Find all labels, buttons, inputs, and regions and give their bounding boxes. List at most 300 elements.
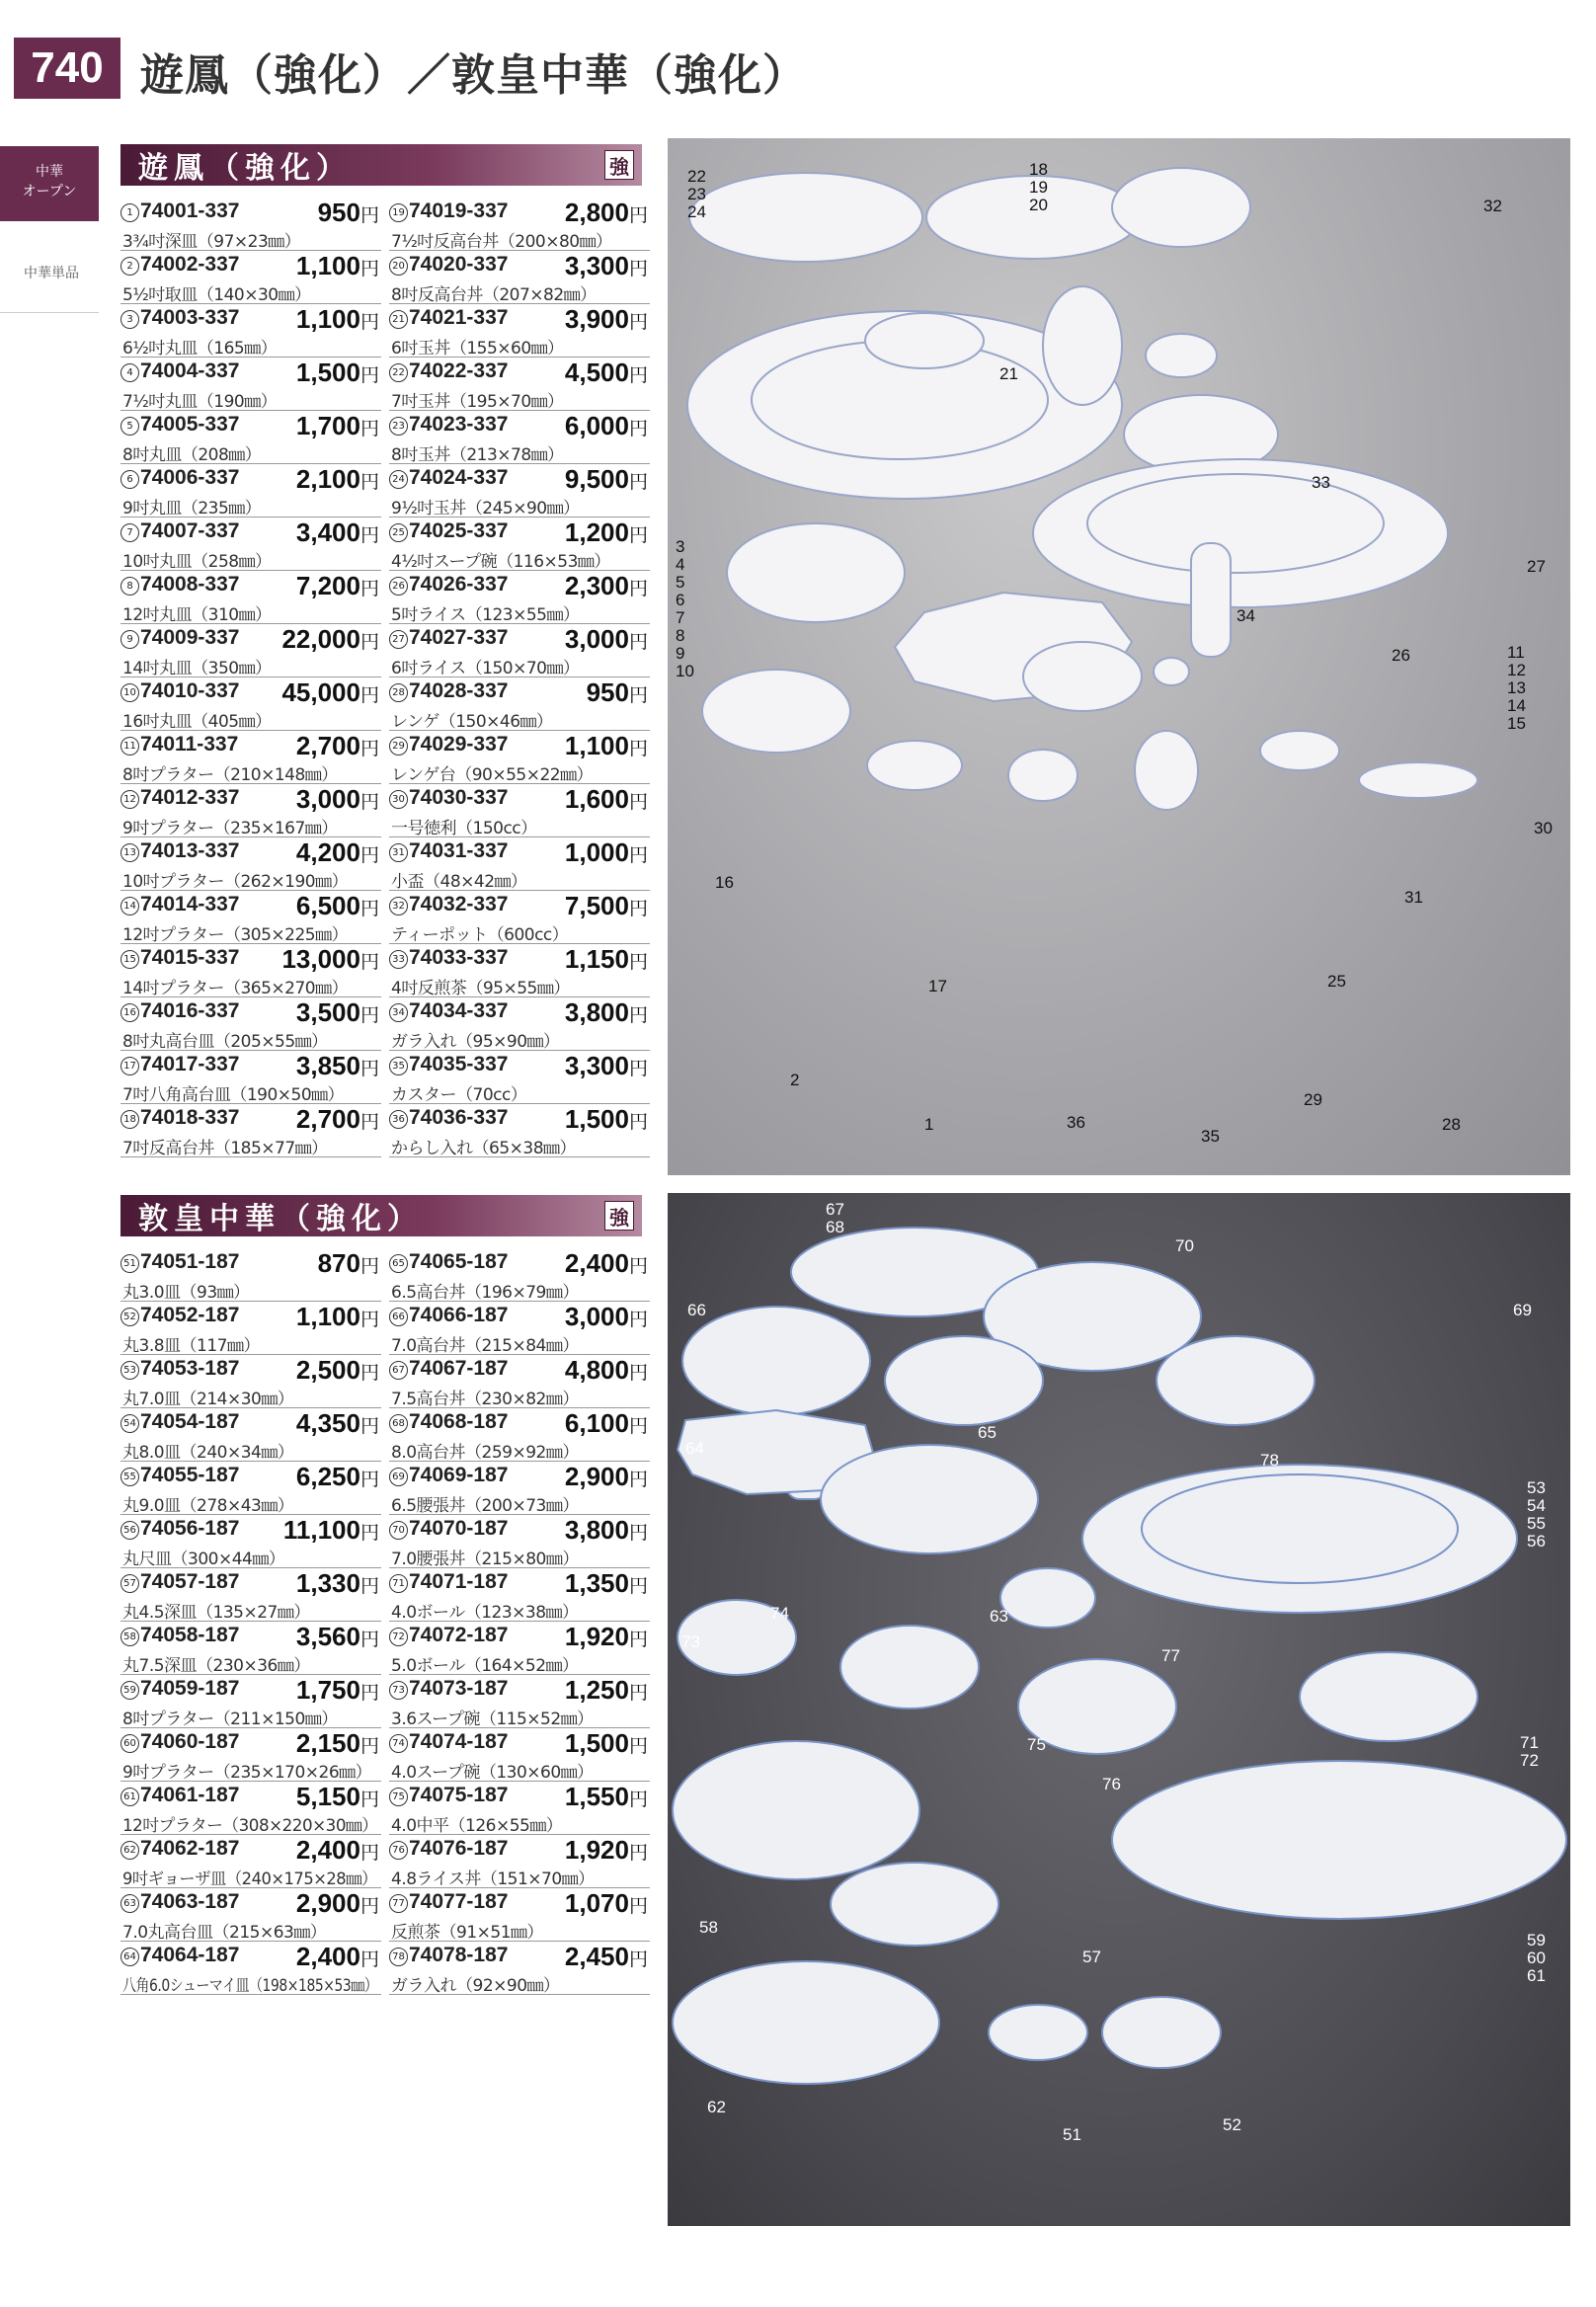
price-value: 3,850	[295, 1051, 360, 1080]
photo-label: 2	[790, 1071, 800, 1089]
product-description: からし入れ（65×38㎜）	[391, 1139, 577, 1158]
product-code-text: 74067-187	[409, 1357, 509, 1380]
product-code	[389, 679, 508, 703]
price-value: 2,900	[295, 1888, 360, 1918]
item-number: 67	[389, 1361, 408, 1380]
product-code	[120, 1837, 239, 1861]
item-number: 72	[389, 1628, 408, 1646]
product-price	[296, 731, 379, 761]
product-description: 9吋プラター（235×167㎜）	[122, 819, 338, 838]
product-code-text: 74034-337	[409, 999, 509, 1022]
product-code-text: 74064-187	[140, 1944, 240, 1966]
product-row	[389, 1622, 650, 1675]
product-description: 丸8.0皿（240×34㎜）	[122, 1443, 294, 1463]
item-number: 53	[120, 1361, 139, 1380]
product-price	[565, 997, 648, 1028]
product-code	[389, 359, 508, 383]
product-code	[120, 733, 238, 756]
price-value: 7,500	[564, 891, 629, 920]
product-photo-tonko	[668, 1193, 1570, 2226]
yen-symbol: 円	[628, 205, 648, 226]
product-description: 10吋プラター（262×190㎜）	[122, 872, 349, 892]
product-code	[120, 1890, 239, 1914]
product-row	[389, 1408, 650, 1462]
product-row	[389, 1462, 650, 1515]
price-value: 1,500	[564, 1104, 629, 1134]
price-value: 1,100	[564, 731, 629, 760]
product-description: 10吋丸皿（258㎜）	[122, 552, 272, 572]
yen-symbol: 円	[359, 1416, 379, 1437]
product-description: 8吋プラター（210×148㎜）	[122, 765, 338, 785]
photo-label: 28	[1442, 1115, 1461, 1134]
product-code-text: 74018-337	[140, 1106, 240, 1129]
product-row	[120, 1622, 381, 1675]
yen-symbol: 円	[359, 632, 379, 653]
item-number: 66	[389, 1308, 408, 1326]
product-code-text: 74066-187	[409, 1304, 509, 1326]
product-code	[120, 1410, 239, 1434]
price-value: 2,450	[564, 1942, 629, 1971]
photo-label: 8	[676, 626, 685, 645]
strengthened-badge: 強	[604, 150, 634, 180]
price-value: 45,000	[281, 677, 360, 707]
product-code	[389, 839, 508, 863]
product-code	[120, 1304, 239, 1327]
product-price	[565, 1675, 648, 1706]
product-code	[120, 1730, 239, 1754]
product-code-text: 74061-187	[140, 1784, 240, 1806]
product-row	[120, 517, 381, 571]
product-row	[120, 464, 381, 517]
product-code-text: 74002-337	[140, 253, 240, 276]
item-number: 26	[389, 577, 408, 596]
product-row	[389, 1728, 650, 1782]
price-value: 4,350	[295, 1408, 360, 1438]
product-code	[120, 1357, 239, 1381]
product-row	[120, 1942, 381, 1995]
photo-label: 26	[1392, 646, 1410, 665]
product-row	[120, 1408, 381, 1462]
product-price	[565, 251, 648, 281]
photo-label: 7	[676, 608, 685, 627]
product-code-text: 74076-187	[409, 1837, 509, 1860]
product-code	[120, 1677, 239, 1701]
photo-label: 9	[676, 644, 685, 663]
side-tab-line1: 中華	[36, 164, 63, 180]
product-code-text: 74051-187	[140, 1250, 240, 1273]
product-code-text: 74070-187	[409, 1517, 509, 1540]
product-price	[296, 571, 379, 601]
price-value: 1,250	[564, 1675, 629, 1705]
photo-label: 53	[1527, 1478, 1546, 1497]
yen-symbol: 円	[628, 792, 648, 813]
product-code-text: 74075-187	[409, 1784, 509, 1806]
product-price	[296, 1302, 379, 1332]
product-row	[120, 1051, 381, 1104]
item-number: 34	[389, 1003, 408, 1022]
product-code	[120, 626, 239, 650]
item-number: 64	[120, 1948, 139, 1966]
product-price	[565, 1568, 648, 1599]
item-number: 20	[389, 257, 408, 276]
yen-symbol: 円	[628, 472, 648, 493]
product-price	[565, 411, 648, 441]
product-description: 8吋プラター（211×150㎜）	[122, 1710, 338, 1729]
product-description: 4.0中平（126×55㎜）	[391, 1816, 563, 1836]
photo-label: 51	[1063, 2125, 1081, 2144]
product-list-tonko-left	[120, 1248, 381, 1995]
product-price	[296, 358, 379, 388]
product-row	[389, 997, 650, 1051]
product-description: 9吋プラター（235×170×26㎜）	[122, 1763, 372, 1783]
photo-label: 15	[1507, 714, 1526, 733]
price-value: 3,000	[564, 1302, 629, 1331]
product-row	[120, 997, 381, 1051]
product-code-text: 74028-337	[409, 679, 509, 702]
product-code	[389, 1890, 508, 1914]
product-row	[389, 1515, 650, 1568]
photo-label: 1	[924, 1115, 934, 1134]
product-code	[120, 359, 239, 383]
price-value: 6,500	[295, 891, 360, 920]
item-number: 28	[389, 683, 408, 702]
product-description: 3.6スープ碗（115×52㎜）	[391, 1710, 594, 1729]
photo-label: 67	[826, 1200, 844, 1219]
product-row	[120, 891, 381, 944]
photo-label: 18	[1029, 160, 1048, 179]
product-code-text: 74035-337	[409, 1053, 509, 1075]
price-value: 2,700	[295, 731, 360, 760]
product-row	[120, 571, 381, 624]
product-code	[120, 519, 239, 543]
item-number: 18	[120, 1110, 139, 1129]
photo-label: 76	[1102, 1775, 1121, 1793]
product-code	[389, 199, 508, 223]
side-subcategory[interactable]: 中華単品	[24, 266, 79, 281]
item-number: 27	[389, 630, 408, 649]
product-list-tonko-right	[389, 1248, 650, 1995]
product-description: ガラ入れ（92×90㎜）	[391, 1976, 560, 1996]
yen-symbol: 円	[359, 1896, 379, 1917]
product-code-text: 74024-337	[409, 466, 509, 489]
product-code-text: 74023-337	[409, 413, 509, 436]
item-number: 61	[120, 1788, 139, 1806]
product-code-text: 74031-337	[409, 839, 509, 862]
item-number: 77	[389, 1894, 408, 1913]
yen-symbol: 円	[628, 739, 648, 759]
price-value: 1,150	[564, 944, 629, 974]
product-description: カスター（70cc）	[391, 1085, 527, 1105]
product-code	[389, 1944, 508, 1967]
product-price	[296, 1835, 379, 1866]
yen-symbol: 円	[359, 1112, 379, 1133]
product-row	[389, 1568, 650, 1622]
product-row	[389, 358, 650, 411]
product-code	[389, 466, 508, 490]
product-code-text: 74029-337	[409, 733, 509, 756]
product-code-text: 74071-187	[409, 1570, 509, 1593]
product-code	[389, 1570, 508, 1594]
product-price	[296, 784, 379, 815]
strengthened-badge: 強	[604, 1201, 634, 1231]
product-description: 7吋玉丼（195×70㎜）	[391, 392, 564, 412]
yen-symbol: 円	[359, 685, 379, 706]
yen-symbol: 円	[628, 365, 648, 386]
item-number: 59	[120, 1681, 139, 1700]
product-price	[565, 1462, 648, 1492]
product-price	[296, 1888, 379, 1919]
product-description: 6吋ライス（150×70㎜）	[391, 659, 580, 678]
product-code	[389, 1250, 508, 1274]
product-code-text: 74019-337	[409, 199, 509, 222]
yen-symbol: 円	[359, 525, 379, 546]
price-value: 950	[317, 198, 360, 227]
product-code	[389, 1730, 508, 1754]
product-price	[565, 358, 648, 388]
product-row	[389, 784, 650, 837]
item-number: 60	[120, 1734, 139, 1753]
photo-label: 20	[1029, 196, 1048, 214]
product-code	[120, 1053, 239, 1076]
product-row	[120, 1675, 381, 1728]
item-number: 54	[120, 1414, 139, 1433]
price-value: 1,100	[295, 304, 360, 334]
yen-symbol: 円	[359, 1523, 379, 1544]
item-number: 24	[389, 470, 408, 489]
photo-label: 55	[1527, 1514, 1546, 1533]
price-value: 2,700	[295, 1104, 360, 1134]
product-price	[565, 731, 648, 761]
item-number: 14	[120, 897, 139, 915]
yen-symbol: 円	[359, 472, 379, 493]
product-code-text: 74013-337	[140, 839, 240, 862]
product-row	[120, 411, 381, 464]
price-value: 3,000	[564, 624, 629, 654]
item-number: 65	[389, 1254, 408, 1273]
yen-symbol: 円	[359, 365, 379, 386]
product-row	[120, 1568, 381, 1622]
yen-symbol: 円	[628, 1630, 648, 1650]
price-value: 1,500	[564, 1728, 629, 1758]
price-value: 1,500	[295, 358, 360, 387]
photo-label: 72	[1520, 1751, 1539, 1770]
item-number: 1	[120, 203, 139, 222]
product-description: 4吋反煎茶（95×55㎜）	[391, 979, 570, 998]
item-number: 22	[389, 363, 408, 382]
product-price	[565, 1302, 648, 1332]
product-code-text: 74008-337	[140, 573, 240, 596]
product-price	[565, 944, 648, 975]
yen-symbol: 円	[628, 685, 648, 706]
product-code-text: 74006-337	[140, 466, 240, 489]
photo-label: 29	[1304, 1090, 1322, 1109]
product-row	[389, 411, 650, 464]
item-number: 17	[120, 1057, 139, 1075]
product-row	[389, 944, 650, 997]
product-description: 6½吋丸皿（165㎜）	[122, 339, 278, 358]
price-value: 6,100	[564, 1408, 629, 1438]
product-code	[120, 1106, 239, 1130]
price-value: 1,920	[564, 1835, 629, 1865]
photo-label: 36	[1067, 1113, 1085, 1132]
price-value: 2,100	[295, 464, 360, 494]
product-list-yuho-left	[120, 198, 381, 1157]
product-description: 小盃（48×42㎜）	[391, 872, 527, 892]
product-row	[120, 1104, 381, 1157]
yen-symbol: 円	[359, 845, 379, 866]
product-code-text: 74001-337	[140, 199, 240, 222]
product-code-text: 74022-337	[409, 359, 509, 382]
product-code-text: 74052-187	[140, 1304, 240, 1326]
photo-label: 32	[1483, 197, 1502, 215]
product-price	[296, 251, 379, 281]
tableware-illustration	[668, 1193, 1570, 2226]
yen-symbol: 円	[628, 1523, 648, 1544]
product-price	[565, 1942, 648, 1972]
item-number: 74	[389, 1734, 408, 1753]
product-description: 丸4.5深皿（135×27㎜）	[122, 1603, 310, 1623]
product-row	[389, 624, 650, 677]
product-description: ティーポット（600cc）	[391, 925, 569, 945]
product-row	[120, 624, 381, 677]
product-row	[389, 571, 650, 624]
item-number: 73	[389, 1681, 408, 1700]
product-code-text: 74036-337	[409, 1106, 509, 1129]
product-code	[389, 1784, 508, 1807]
product-row	[389, 1355, 650, 1408]
product-code-text: 74060-187	[140, 1730, 240, 1753]
photo-label: 58	[699, 1918, 718, 1937]
photo-label: 19	[1029, 178, 1048, 197]
photo-label: 34	[1237, 606, 1255, 625]
price-value: 2,150	[295, 1728, 360, 1758]
product-code-text: 74063-187	[140, 1890, 240, 1913]
item-number: 75	[389, 1788, 408, 1806]
product-code	[389, 733, 508, 756]
item-number: 33	[389, 950, 408, 969]
price-value: 3,800	[564, 1515, 629, 1545]
yen-symbol: 円	[628, 1310, 648, 1330]
product-description: 8吋玉丼（213×78㎜）	[391, 445, 564, 465]
product-code	[120, 466, 239, 490]
photo-label: 64	[685, 1439, 704, 1458]
product-description: 7吋八角高台皿（190×50㎜）	[122, 1085, 345, 1105]
price-value: 1,600	[564, 784, 629, 814]
product-code	[389, 413, 508, 437]
product-description: 9½吋玉丼（245×90㎜）	[391, 499, 580, 518]
product-price	[565, 1051, 648, 1081]
price-value: 2,400	[295, 1835, 360, 1865]
product-description: 14吋丸皿（350㎜）	[122, 659, 272, 678]
price-value: 1,100	[295, 1302, 360, 1331]
yen-symbol: 円	[628, 259, 648, 279]
section-header-tonko	[120, 1195, 642, 1236]
product-description: 12吋プラター（308×220×30㎜）	[122, 1816, 378, 1836]
product-code	[389, 1837, 508, 1861]
product-code	[120, 573, 239, 597]
yen-symbol: 円	[359, 952, 379, 973]
product-price	[296, 1104, 379, 1135]
item-number: 36	[389, 1110, 408, 1129]
product-code-text: 74021-337	[409, 306, 509, 329]
price-value: 950	[586, 677, 629, 707]
product-price	[565, 198, 648, 228]
price-value: 1,920	[564, 1622, 629, 1651]
product-description: 14吋プラター（365×270㎜）	[122, 979, 349, 998]
item-number: 7	[120, 523, 139, 542]
product-description: レンゲ台（90×55×22㎜）	[391, 765, 594, 785]
yen-symbol: 円	[628, 419, 648, 439]
photo-label: 60	[1527, 1949, 1546, 1967]
item-number: 21	[389, 310, 408, 329]
page-number: 740	[14, 38, 120, 99]
product-description: 12吋プラター（305×225㎜）	[122, 925, 349, 945]
item-number: 69	[389, 1468, 408, 1486]
product-price	[565, 1728, 648, 1759]
yen-symbol: 円	[628, 1949, 648, 1970]
yen-symbol: 円	[359, 1736, 379, 1757]
photo-label: 62	[707, 2098, 726, 2116]
photo-label: 31	[1404, 888, 1423, 907]
yen-symbol: 円	[359, 739, 379, 759]
product-price	[565, 1888, 648, 1919]
product-code	[120, 999, 239, 1023]
product-row	[120, 304, 381, 358]
product-description: 一号徳利（150cc）	[391, 819, 537, 838]
product-price	[296, 1568, 379, 1599]
price-value: 3,300	[564, 251, 629, 280]
product-code	[120, 1944, 239, 1967]
product-code	[389, 1357, 508, 1381]
product-code	[389, 786, 508, 810]
side-tab-chinese[interactable]	[0, 146, 99, 221]
product-price	[283, 1515, 379, 1546]
product-description: 9吋丸皿（235㎜）	[122, 499, 262, 518]
product-description: 7.0丸高台皿（215×63㎜）	[122, 1923, 327, 1943]
item-number: 55	[120, 1468, 139, 1486]
product-price	[296, 997, 379, 1028]
product-code-text: 74030-337	[409, 786, 509, 809]
photo-label: 52	[1223, 2115, 1241, 2134]
yen-symbol: 円	[628, 1896, 648, 1917]
product-row	[120, 1515, 381, 1568]
product-code	[120, 199, 239, 223]
product-row	[389, 891, 650, 944]
product-row	[120, 944, 381, 997]
item-number: 6	[120, 470, 139, 489]
product-code	[120, 679, 239, 703]
yen-symbol: 円	[628, 1470, 648, 1490]
photo-label: 57	[1082, 1948, 1101, 1966]
product-description: レンゲ（150×46㎜）	[391, 712, 553, 732]
product-row	[389, 1675, 650, 1728]
item-number: 35	[389, 1057, 408, 1075]
product-description: 7吋反高台丼（185×77㎜）	[122, 1139, 328, 1158]
product-description: 4.0スープ碗（130×60㎜）	[391, 1763, 594, 1783]
product-code-text: 74054-187	[140, 1410, 240, 1433]
product-code	[120, 1250, 239, 1274]
product-description: 4.0ボール（123×38㎜）	[391, 1603, 579, 1623]
yen-symbol: 円	[359, 312, 379, 333]
product-code-text: 74027-337	[409, 626, 509, 649]
product-code	[120, 1464, 239, 1487]
yen-symbol: 円	[628, 1059, 648, 1079]
product-code	[120, 839, 239, 863]
product-price	[318, 1248, 379, 1279]
product-description: 5½吋取皿（140×30㎜）	[122, 285, 311, 305]
item-number: 76	[389, 1841, 408, 1860]
product-code-text: 74003-337	[140, 306, 240, 329]
